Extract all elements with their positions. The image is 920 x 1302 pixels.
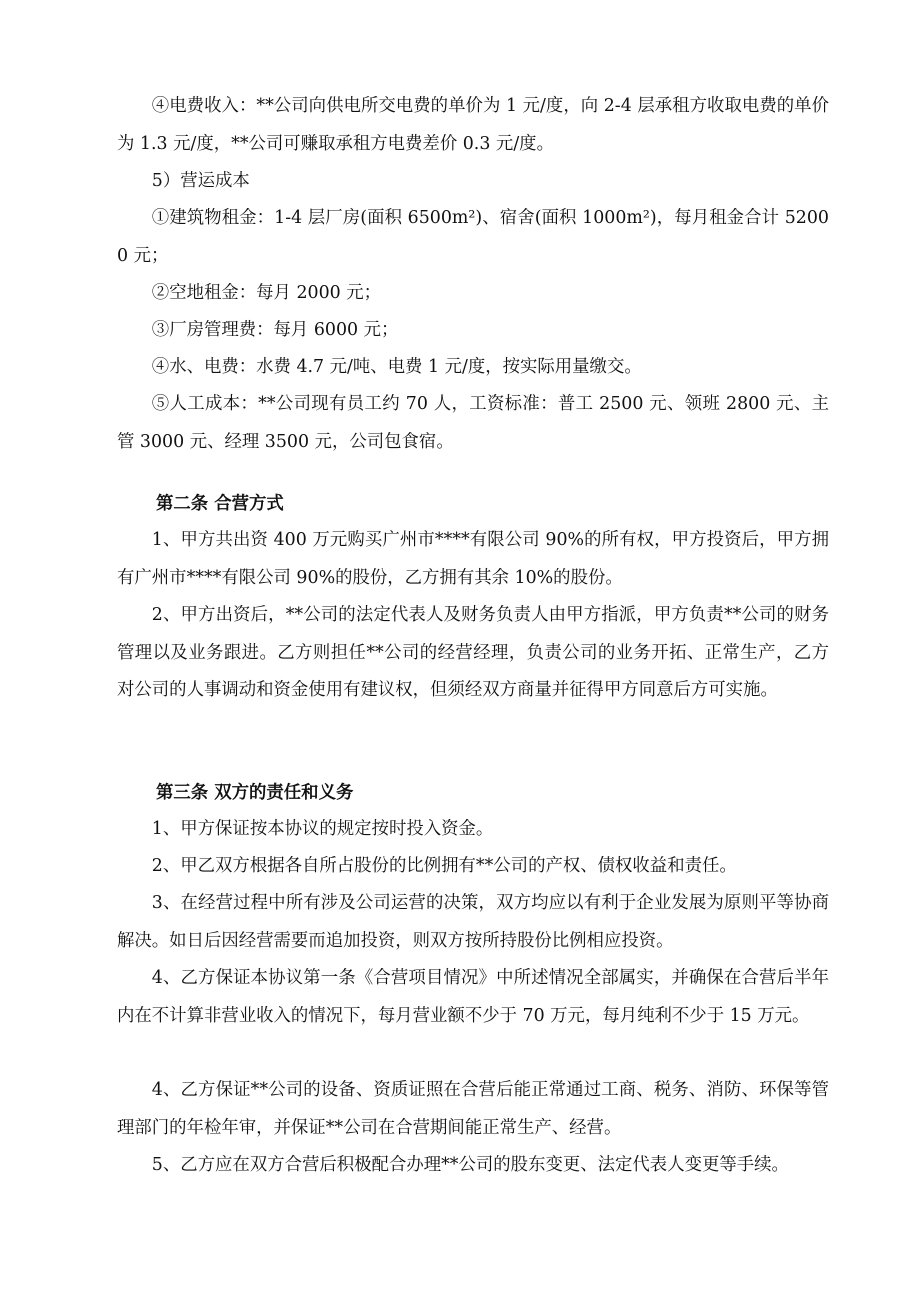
article-3-clause-4b: 4、乙方保证**公司的设备、资质证照在合营后能正常通过工商、税务、消防、环保等管理部门的年检年审，并保证**公司在合营期间能正常生产、经营。 — [117, 1080, 829, 1138]
article-3-clause-3: 3、在经营过程中所有涉及公司运营的决策，双方均应以有利于企业发展为原则平等协商解决。如日后因经营需要而追加投资，则双方按所持股份比例相应投资。 — [117, 893, 829, 951]
paragraph-electricity-income: ④电费收入：**公司向供电所交电费的单价为 1 元/度，向 2-4 层承租方收取电费的单价为 1.3 元/度，**公司可赚取承租方电费差价 0.3 元/度。 — [117, 96, 829, 154]
article-2-clause-1: 1、甲方共出资 400 万元购买广州市****有限公司 90%的所有权，甲方投资后，甲方拥有广州市****有限公司 90%的股份，乙方拥有其余 10%的股份。 — [117, 530, 829, 588]
article-3-clause-1: 1、甲方保证按本协议的规定按时投入资金。 — [151, 819, 494, 839]
paragraph-building-rent: ①建筑物租金：1-4 层厂房(面积 6500m²)、宿舍(面积 1000m²)，每月租金合计 52000 元； — [117, 208, 829, 266]
article-2-clause-2: 2、甲方出资后，**公司的法定代表人及财务负责人由甲方指派，甲方负责**公司的财务管理以及业务跟进。乙方则担任**公司的经营经理，负责公司的业务开拓、正常生产，乙方对公司的人事调动和资金使用有建议权，但须经双方商量并征得甲方同意后方可实施。 — [117, 605, 829, 700]
article-3-heading: 第三条 双方的责任和义务 — [156, 783, 354, 803]
paragraph-labor-cost: ⑤人工成本：**公司现有员工约 70 人，工资标准：普工 2500 元、领班 2800 元、主管 3000 元、经理 3500 元，公司包食宿。 — [117, 394, 829, 452]
paragraph-operating-costs-title: 5）营运成本 — [151, 171, 250, 191]
paragraph-utilities: ④水、电费：水费 4.7 元/吨、电费 1 元/度，按实际用量缴交。 — [151, 357, 642, 377]
paragraph-land-rent: ②空地租金：每月 2000 元； — [151, 283, 382, 303]
article-3-clause-2: 2、甲乙双方根据各自所占股份的比例拥有**公司的产权、债权收益和责任。 — [151, 856, 737, 876]
paragraph-management-fee: ③厂房管理费：每月 6000 元； — [151, 320, 399, 340]
article-3-clause-5: 5、乙方应在双方合营后积极配合办理**公司的股东变更、法定代表人变更等手续。 — [151, 1155, 789, 1175]
article-2-heading: 第二条 合营方式 — [156, 494, 284, 514]
article-3-clause-4: 4、乙方保证本协议第一条《合营项目情况》中所述情况全部属实，并确保在合营后半年内在不计算非营业收入的情况下，每月营业额不少于 70 万元，每月纯利不少于 15 万元。 — [117, 968, 829, 1026]
